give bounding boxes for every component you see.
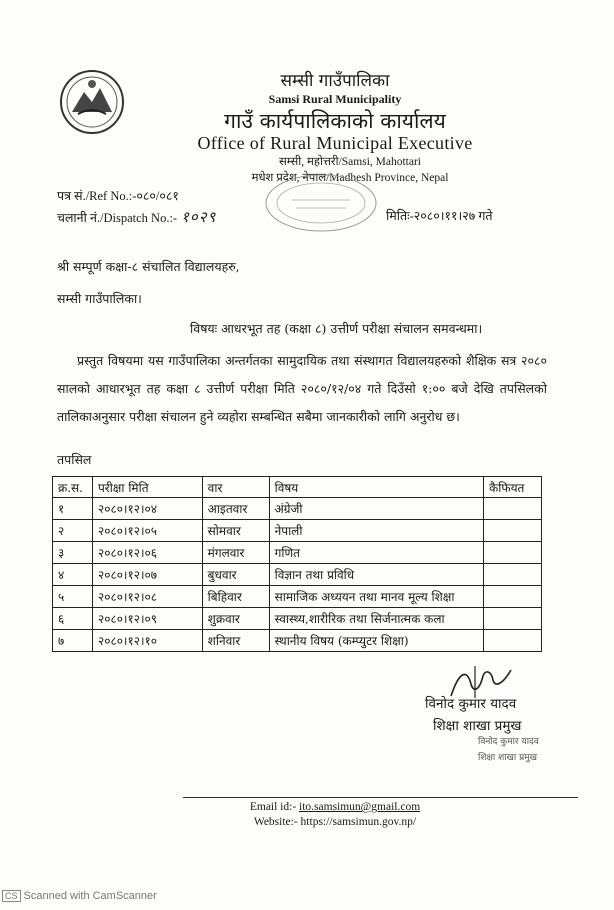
cell-subject: नेपाली <box>269 520 483 542</box>
signatory-name: विनोद कुमार यादव <box>425 696 517 712</box>
header-line-english-municipality: Samsi Rural Municipality <box>268 92 402 106</box>
cell-date: २०८०।१२।०७ <box>92 564 202 586</box>
table-row <box>53 586 542 608</box>
header-line-nepali-municipality: सम्सी गाउँपालिका <box>280 71 390 91</box>
cell-serial: ७ <box>53 630 93 652</box>
office-stamp-icon <box>262 172 380 234</box>
cell-remarks <box>484 542 542 564</box>
header-address-district: सम्सी, महोत्तरी/Samsi, Mahottari <box>278 156 421 168</box>
cell-day: आइतवार <box>202 498 269 520</box>
cell-remarks <box>484 498 542 520</box>
recipient-line-2: सम्सी गाउँपालिका। <box>57 291 142 306</box>
cell-remarks <box>484 586 542 608</box>
cell-remarks <box>484 564 542 586</box>
header-day: वार <box>202 477 269 498</box>
table-row <box>53 498 542 520</box>
seal-title: शिक्षा शाखा प्रमुख <box>478 753 537 763</box>
cell-serial: ४ <box>53 564 93 586</box>
cell-subject: गणित <box>269 542 483 564</box>
cell-remarks <box>484 520 542 542</box>
cell-serial: २ <box>53 520 93 542</box>
cell-serial: ५ <box>53 586 93 608</box>
recipient-line-1: श्री सम्पूर्ण कक्षा-८ संचालित विद्यालयहरु, <box>57 259 240 274</box>
email-label: Email id:- <box>249 801 300 813</box>
cell-subject: विज्ञान तथा प्रविधि <box>269 564 483 586</box>
letter-body: प्रस्तुत विषयमा यस गाउँपालिका अन्तर्गतका सामुदायिक तथा संस्थागत विद्यालयहरुको शैक्षिक सत्र २०८० सालको आधारभूत तह कक्षा ८ उत्तीर्ण परीक्षा मिति २०८०/१२/०४ गते दिउँसो १:०० बजे देखि तपसिलको तालिकाअनुसार परीक्षा संचालन हुने व्यहोरा सम्बन्धित सबैमा जानकारीको लागि अनुरोध छ। <box>57 353 547 424</box>
cell-date: २०८०।१२।०६ <box>92 542 202 564</box>
cell-day: शनिवार <box>202 630 269 652</box>
header-serial: क्र.स. <box>53 477 93 498</box>
cell-serial: ६ <box>53 608 93 630</box>
cell-remarks <box>484 630 542 652</box>
table-row <box>53 564 542 586</box>
scanner-watermark <box>2 890 157 902</box>
camscanner-icon: CS <box>2 890 21 902</box>
footer-website[interactable]: Website:- https://samsimun.gov.np/ <box>253 816 417 828</box>
cell-subject: स्थानीय विषय (कम्प्युटर शिक्षा) <box>269 630 483 652</box>
cell-date: २०८०।१२।०५ <box>92 520 202 542</box>
exam-schedule-table <box>52 476 542 652</box>
cell-day: सोमवार <box>202 520 269 542</box>
cell-day: मंगलवार <box>202 542 269 564</box>
cell-remarks <box>484 608 542 630</box>
cell-date: २०८०।१२।०४ <box>92 498 202 520</box>
cell-date: २०८०।१२।१० <box>92 630 202 652</box>
cell-day: बुधवार <box>202 564 269 586</box>
header-subject: विषय <box>269 477 483 498</box>
seal-name: विनोद कुमार यादव <box>478 737 539 747</box>
footer-email-line <box>120 801 550 813</box>
header-line-english-office: Office of Rural Municipal Executive <box>197 133 473 153</box>
signatory-title: शिक्षा शाखा प्रमुख <box>433 718 522 734</box>
cell-date: २०८०।१२।०९ <box>92 608 202 630</box>
signatory-seal <box>478 734 548 768</box>
cell-serial: १ <box>53 498 93 520</box>
table-row <box>53 520 542 542</box>
table-row <box>53 608 542 630</box>
cell-subject: अंग्रेजी <box>269 498 483 520</box>
email-link[interactable]: ito.samsimun@gmail.com <box>299 801 421 813</box>
header-line-nepali-office: गाउँ कार्यपालिकाको कार्यालय <box>224 109 446 133</box>
letter-subject: विषयः आधरभूत तह (कक्षा ८) उत्तीर्ण परीक्षा संचालन समवन्धमा। <box>190 321 483 336</box>
header-address-province: मधेश प्रदेश, नेपाल/Madhesh Province, Nepal <box>251 172 449 184</box>
cell-date: २०८०।१२।०८ <box>92 586 202 608</box>
cell-serial: ३ <box>53 542 93 564</box>
table-row <box>53 630 542 652</box>
cell-day: शुक्रवार <box>202 608 269 630</box>
table-row <box>53 542 542 564</box>
table-header-row <box>53 477 542 498</box>
footer-divider <box>183 797 578 798</box>
cell-day: बिहिवार <box>202 586 269 608</box>
letter-date: मितिः-२०८०।११।२७ गते <box>386 209 493 223</box>
dispatch-label: चलानी नं./Dispatch No.:- <box>57 211 178 225</box>
tapsil-label: तपसिल <box>57 452 92 467</box>
municipality-emblem-icon <box>58 68 126 136</box>
dispatch-number-line <box>57 207 216 227</box>
cell-subject: स्वास्थ्य,शारीरिक तथा सिर्जनात्मक कला <box>269 608 483 630</box>
cell-subject: सामाजिक अध्ययन तथा मानव मूल्य शिक्षा <box>269 586 483 608</box>
header-exam-date: परीक्षा मिति <box>92 477 202 498</box>
scanner-text: Scanned with CamScanner <box>23 890 157 902</box>
header-remarks: कैफियत <box>484 477 542 498</box>
dispatch-number: १०२९ <box>181 208 217 226</box>
reference-number: पत्र सं./Ref No.:-०८०/०८१ <box>57 189 179 203</box>
